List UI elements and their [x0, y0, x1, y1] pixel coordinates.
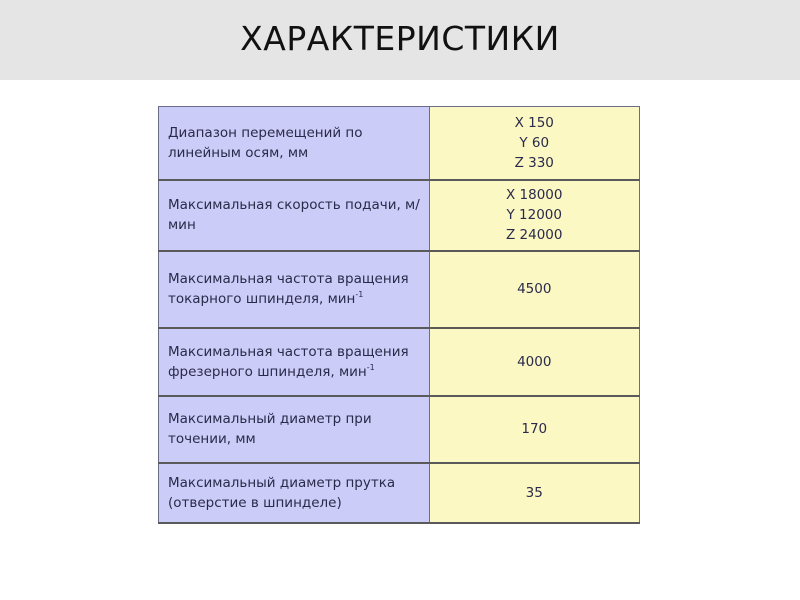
row-value [429, 396, 640, 463]
value-line: 4500 [517, 281, 552, 297]
row-value [429, 328, 640, 396]
value-line: Z 330 [514, 154, 554, 171]
title-bar [0, 0, 800, 80]
table-row [159, 107, 640, 180]
row-value [429, 251, 640, 328]
row-label: Максимальный диаметр при точении, мм [159, 396, 430, 463]
value-line: 4000 [517, 353, 552, 370]
row-label: Максимальная частота вращения фрезерного шпинделя, мин$^{-1}$ [159, 328, 430, 396]
page-title: ХАРАКТЕРИСТИКИ [240, 19, 560, 58]
value-line: 170 [521, 421, 548, 437]
row-value [429, 463, 640, 523]
value-line: X 18000 [506, 187, 563, 203]
row-label: Диапазон перемещений по линейным осям, мм [159, 107, 430, 180]
table-row [159, 180, 640, 251]
value-line: Z 24000 [506, 227, 563, 243]
table-row [159, 463, 640, 523]
table-row [159, 328, 640, 396]
row-value [429, 107, 640, 180]
value-line: Y 60 [519, 134, 550, 151]
row-label: Максимальная частота вращения токарного шпинделя, мин$^{-1}$ [159, 251, 430, 328]
value-line: X 150 [514, 114, 554, 131]
row-value [429, 180, 640, 251]
value-line: Y 12000 [506, 207, 562, 223]
value-line: 35 [525, 484, 543, 501]
table-row [159, 251, 640, 328]
row-label: Максимальный диаметр прутка (отверстие в шпинделе) [159, 463, 430, 523]
row-label: Максимальная скорость подачи, м/мин [159, 180, 430, 251]
table-row [159, 396, 640, 463]
specifications-table [158, 106, 640, 524]
